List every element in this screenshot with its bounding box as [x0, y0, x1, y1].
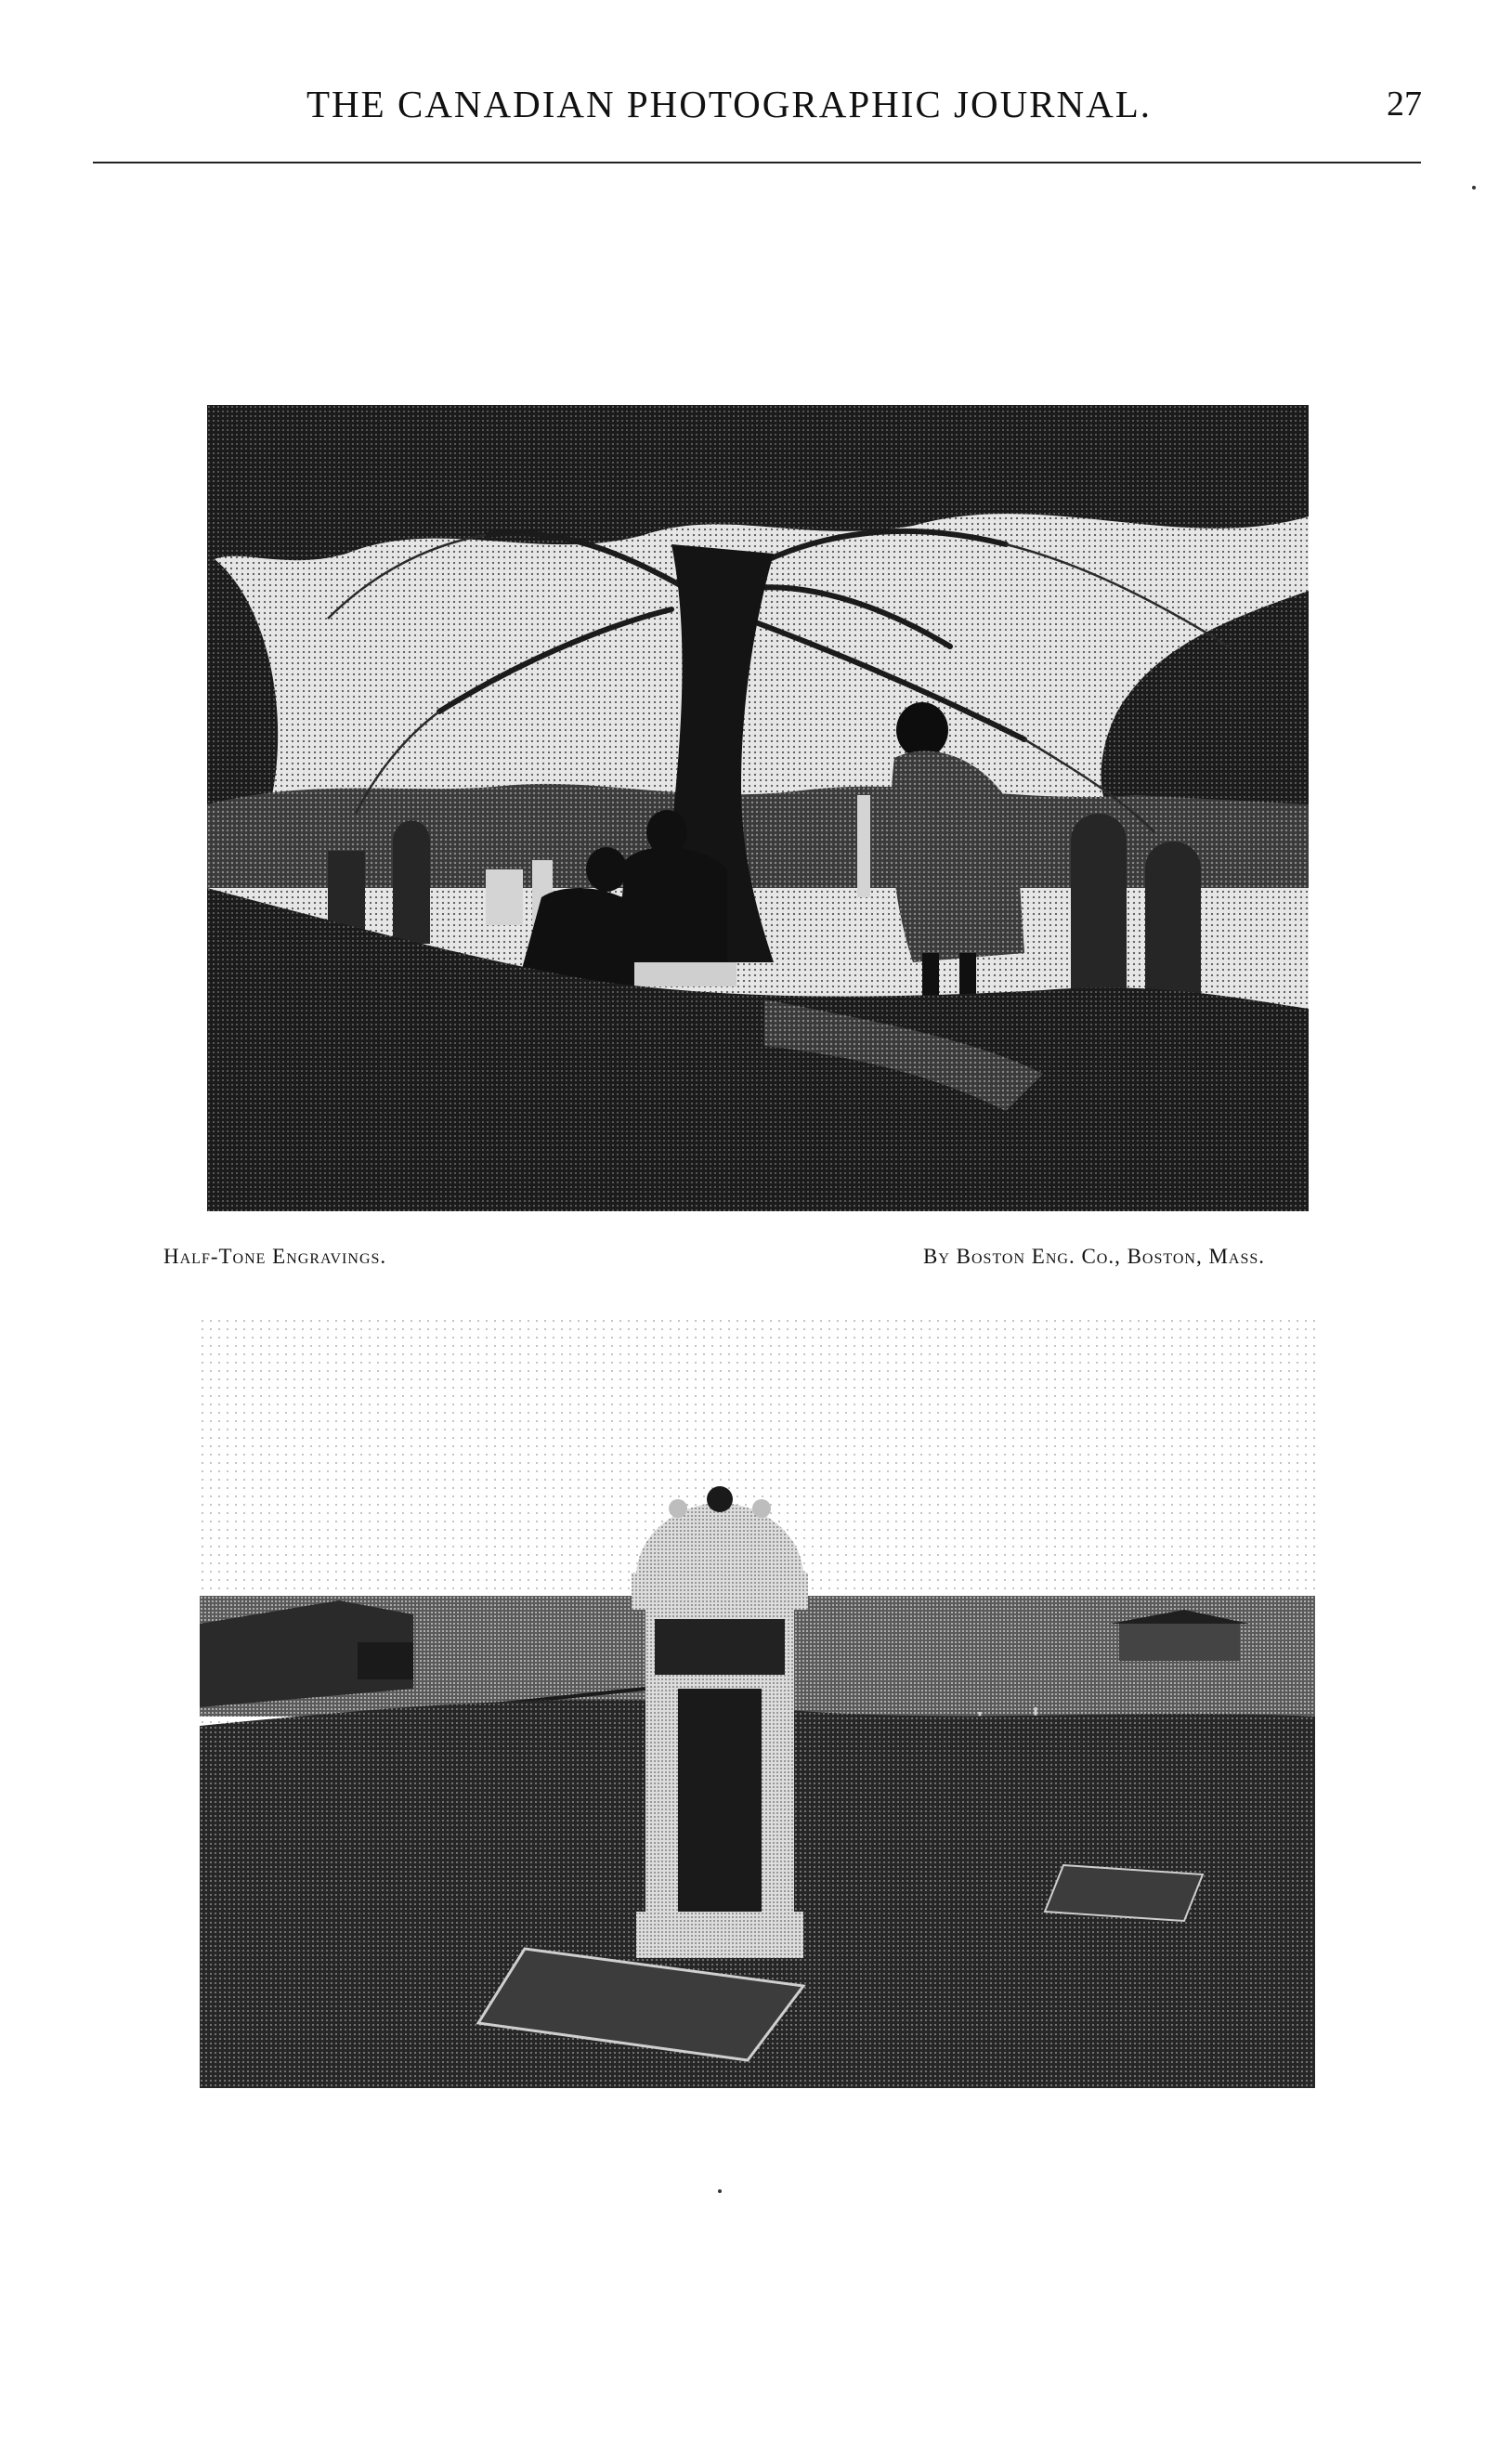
monument-illustration [200, 1317, 1315, 2088]
running-head [0, 82, 1512, 137]
halftone-plate-monument [200, 1317, 1315, 2088]
caption-halftone-engravings: Half-Tone Engravings. [163, 1245, 387, 1268]
ink-speck [718, 2189, 722, 2193]
cemetery-tree-illustration [207, 405, 1309, 1211]
journal-title: THE CANADIAN PHOTOGRAPHIC JOURNAL. [306, 83, 1153, 125]
page-number: 27 [1387, 85, 1422, 124]
header-rule [93, 162, 1421, 163]
caption-engraver-credit: By Boston Eng. Co., Boston, Mass. [923, 1245, 1266, 1268]
halftone-plate-cemetery-tree [207, 405, 1309, 1211]
ink-speck [1472, 186, 1476, 189]
